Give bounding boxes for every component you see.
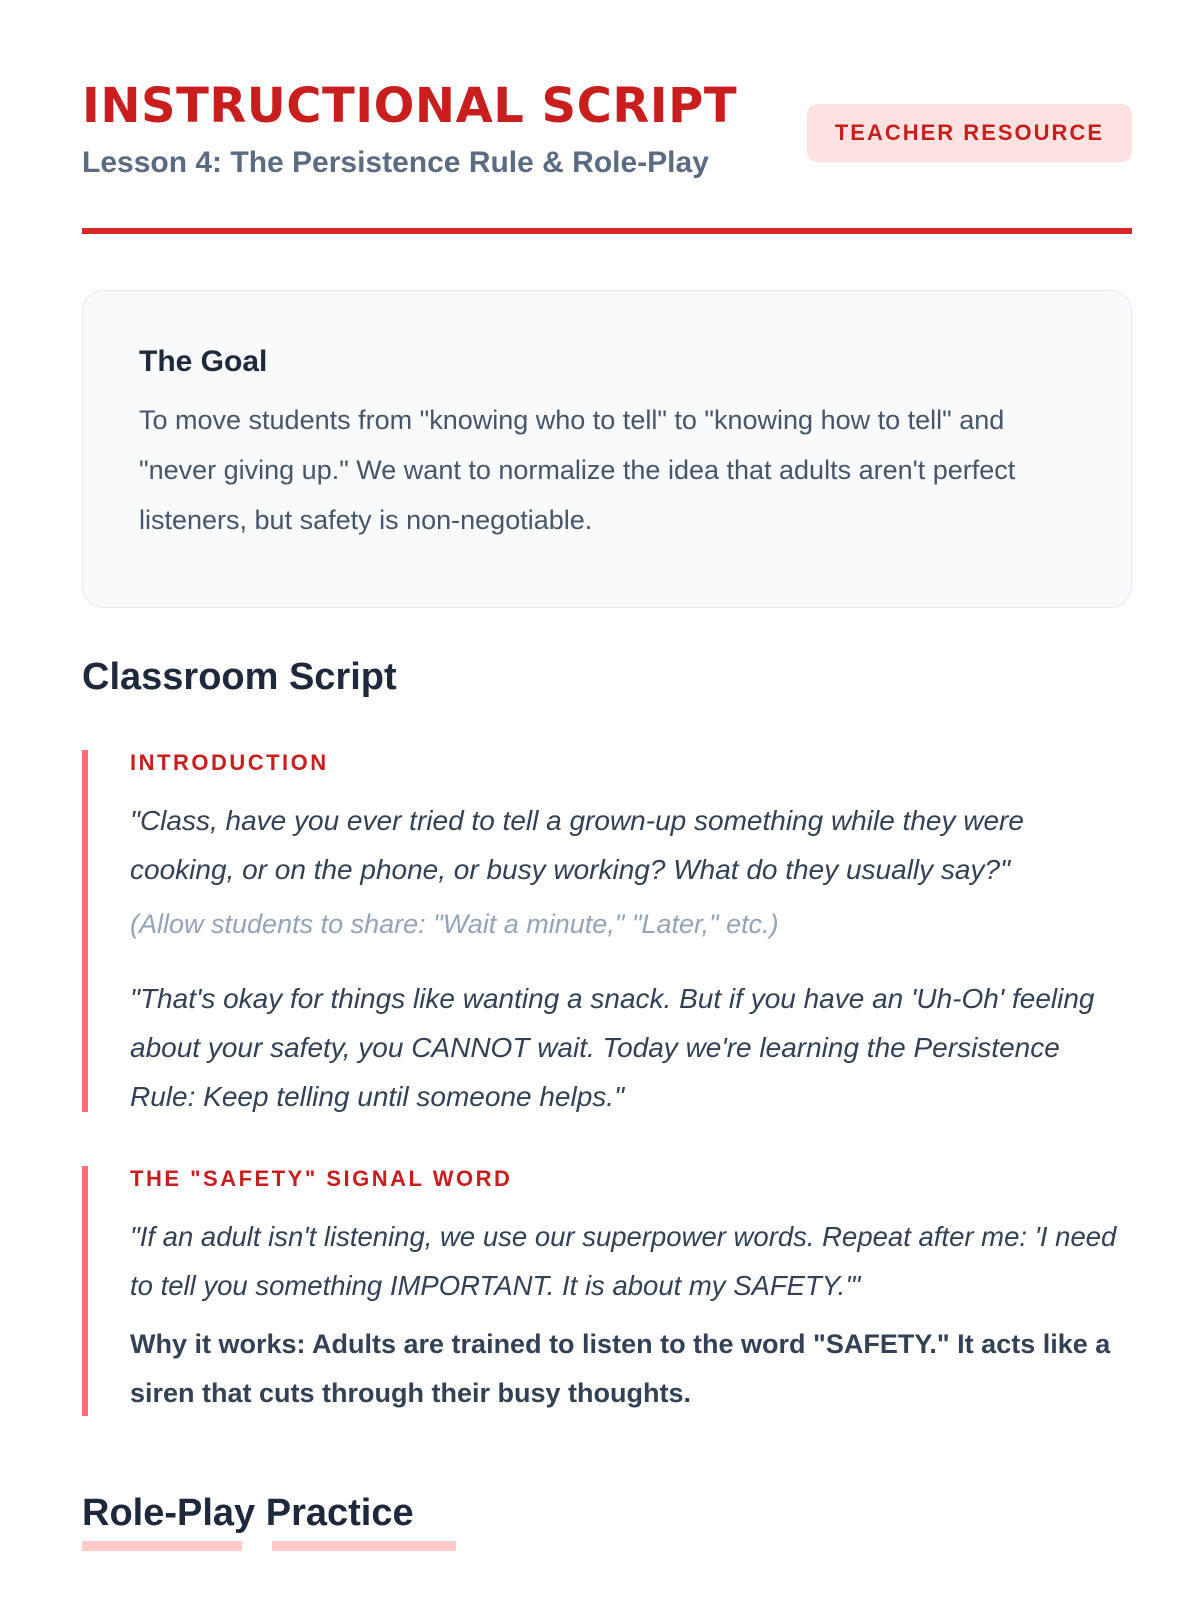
signal-word-label: THE "SAFETY" SIGNAL WORD xyxy=(130,1166,513,1191)
classroom-script-heading: Classroom Script xyxy=(82,656,397,698)
heading-underline-right xyxy=(272,1541,456,1551)
signal-word-block xyxy=(82,1166,1132,1416)
introduction-label: INTRODUCTION xyxy=(130,750,329,775)
document-page xyxy=(82,0,1132,1534)
introduction-block xyxy=(82,750,1132,1112)
lesson-subtitle: Lesson 4: The Persistence Rule & Role-Play xyxy=(82,146,709,179)
heading-underline-left xyxy=(82,1541,242,1551)
document-header xyxy=(82,0,1132,240)
goal-card xyxy=(82,290,1132,608)
signal-word-quote: "If an adult isn't listening, we use our superpower words. Repeat after me: 'I need to tell you something IMPORTANT. It is about my SAFETY.'" xyxy=(130,1221,1117,1301)
goal-title: The Goal xyxy=(139,345,268,378)
header-divider xyxy=(82,228,1132,234)
goal-text: To move students from "knowing who to tell" to "knowing how to tell" and "never giving up." We want to normalize the idea that adults aren't perfect listeners, but safety is non-negotiable. xyxy=(139,405,1016,535)
teacher-note: (Allow students to share: "Wait a minute," "Later," etc.) xyxy=(130,909,779,939)
introduction-quote: "Class, have you ever tried to tell a grown-up something while they were cooking, or on the phone, or busy working? What do they usually say?" xyxy=(130,805,1024,885)
teacher-resource-badge: TEACHER RESOURCE xyxy=(807,104,1132,162)
why-it-works-text: Why it works: Adults are trained to listen to the word "SAFETY." It acts like a siren that cuts through their busy thoughts. xyxy=(130,1329,1111,1408)
role-play-heading: Role-Play Practice xyxy=(82,1492,414,1534)
persistence-rule-quote: "That's okay for things like wanting a snack. But if you have an 'Uh-Oh' feeling about your safety, you CANNOT wait. Today we're learning the Persistence Rule: Keep telling until someone helps." xyxy=(130,983,1095,1112)
page-title: INSTRUCTIONAL SCRIPT xyxy=(82,78,738,134)
